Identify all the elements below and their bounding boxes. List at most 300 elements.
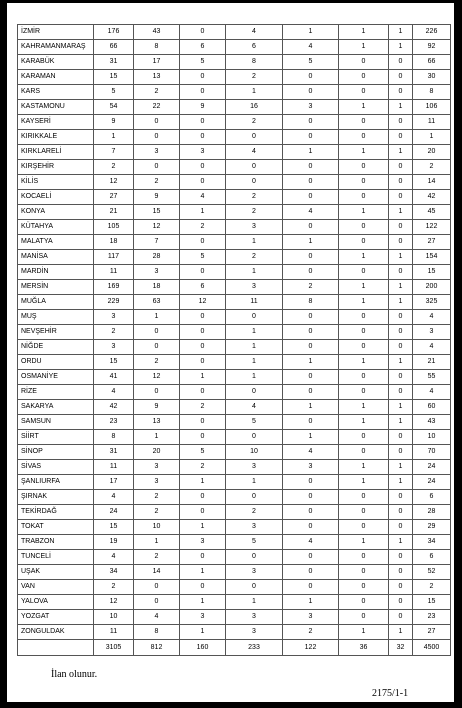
table-row [18,235,451,250]
value-cell: 0 [389,220,413,235]
value-cell: 13 [134,415,180,430]
value-cell: 0 [339,115,389,130]
value-cell: 15 [94,355,134,370]
table-row [18,505,451,520]
value-cell: 2 [283,625,339,640]
value-cell: 0 [283,340,339,355]
value-cell: 5 [180,445,226,460]
value-cell: 0 [339,235,389,250]
value-cell: 0 [180,580,226,595]
value-cell: 4 [413,310,451,325]
table-row [18,550,451,565]
table-row [18,265,451,280]
value-cell: 22 [134,100,180,115]
table-row [18,400,451,415]
value-cell: 1 [180,520,226,535]
value-cell: 0 [283,370,339,385]
value-cell: 21 [94,205,134,220]
value-cell: 0 [180,505,226,520]
value-cell: 2 [134,490,180,505]
value-cell: 1 [283,430,339,445]
value-cell: 1 [389,625,413,640]
value-cell: 0 [339,370,389,385]
value-cell: 5 [180,250,226,265]
value-cell: 0 [226,310,283,325]
table-row [18,40,451,55]
value-cell: 0 [134,580,180,595]
value-cell: 27 [413,625,451,640]
table-row [18,190,451,205]
value-cell: 3 [283,460,339,475]
value-cell: 4 [94,490,134,505]
province-name-cell: SAMSUN [18,415,94,430]
value-cell: 0 [283,490,339,505]
announcement-note: İlan olunur. [51,669,98,680]
value-cell: 0 [283,550,339,565]
value-cell: 0 [339,340,389,355]
value-cell: 2 [226,505,283,520]
value-cell: 15 [134,205,180,220]
table-row [18,370,451,385]
value-cell: 0 [389,325,413,340]
value-cell: 17 [94,475,134,490]
value-cell: 0 [226,550,283,565]
value-cell: 2 [180,400,226,415]
table-row [18,565,451,580]
value-cell: 6 [413,550,451,565]
province-table [17,24,451,656]
province-name-cell: NEVŞEHİR [18,325,94,340]
value-cell: 0 [283,85,339,100]
value-cell: 2 [226,205,283,220]
value-cell: 0 [226,385,283,400]
value-cell: 1 [339,40,389,55]
province-name-cell: TOKAT [18,520,94,535]
value-cell: 0 [389,430,413,445]
value-cell: 106 [413,100,451,115]
value-cell: 0 [389,190,413,205]
value-cell: 0 [283,175,339,190]
value-cell: 1 [339,535,389,550]
value-cell: 3 [226,625,283,640]
value-cell: 169 [94,280,134,295]
value-cell: 0 [180,385,226,400]
value-cell: 0 [389,550,413,565]
value-cell: 1 [389,40,413,55]
value-cell: 0 [339,520,389,535]
value-cell: 117 [94,250,134,265]
value-cell: 4 [283,205,339,220]
value-cell: 0 [283,190,339,205]
value-cell: 0 [226,175,283,190]
value-cell: 0 [283,580,339,595]
value-cell: 2 [413,160,451,175]
province-name-cell: KARS [18,85,94,100]
value-cell: 34 [94,565,134,580]
value-cell: 0 [389,235,413,250]
value-cell: 1 [226,85,283,100]
table-row [18,85,451,100]
value-cell: 3 [283,610,339,625]
value-cell: 60 [413,400,451,415]
value-cell: 2 [94,580,134,595]
value-cell: 92 [413,40,451,55]
value-cell: 45 [413,205,451,220]
value-cell: 8 [413,85,451,100]
value-cell: 0 [180,175,226,190]
value-cell: 0 [339,595,389,610]
table-row [18,175,451,190]
value-cell: 1 [180,595,226,610]
value-cell: 0 [283,70,339,85]
value-cell: 0 [180,160,226,175]
value-cell: 0 [180,115,226,130]
value-cell: 0 [389,130,413,145]
value-cell: 0 [180,490,226,505]
value-cell: 0 [339,610,389,625]
value-cell: 0 [389,310,413,325]
province-name-cell: ORDU [18,355,94,370]
value-cell: 21 [413,355,451,370]
value-cell: 24 [413,460,451,475]
value-cell: 1 [180,565,226,580]
value-cell: 1 [134,310,180,325]
value-cell: 12 [94,175,134,190]
total-value-cell: 160 [180,640,226,656]
value-cell: 3 [94,340,134,355]
value-cell: 3 [226,280,283,295]
value-cell: 0 [339,70,389,85]
value-cell: 1 [283,25,339,40]
value-cell: 0 [339,505,389,520]
value-cell: 13 [134,70,180,85]
value-cell: 0 [389,85,413,100]
province-name-cell: SİİRT [18,430,94,445]
province-name-cell: KAYSERİ [18,115,94,130]
value-cell: 1 [283,145,339,160]
value-cell: 0 [283,250,339,265]
value-cell: 0 [339,490,389,505]
value-cell: 0 [339,565,389,580]
value-cell: 3 [226,520,283,535]
value-cell: 4 [134,610,180,625]
province-name-cell: KIRKLARELİ [18,145,94,160]
value-cell: 1 [180,205,226,220]
value-cell: 1 [389,475,413,490]
value-cell: 2 [226,250,283,265]
value-cell: 0 [226,580,283,595]
value-cell: 1 [339,460,389,475]
value-cell: 0 [389,610,413,625]
document-page [7,3,454,702]
value-cell: 0 [389,520,413,535]
value-cell: 0 [283,415,339,430]
value-cell: 34 [413,535,451,550]
table-row [18,625,451,640]
value-cell: 1 [339,400,389,415]
value-cell: 31 [94,55,134,70]
value-cell: 1 [339,100,389,115]
value-cell: 1 [94,130,134,145]
total-value-cell: 812 [134,640,180,656]
province-name-cell: KASTAMONU [18,100,94,115]
province-name-cell: KARABÜK [18,55,94,70]
value-cell: 2 [226,70,283,85]
value-cell: 4 [226,25,283,40]
value-cell: 3 [283,100,339,115]
province-name-cell: KOCAELİ [18,190,94,205]
value-cell: 0 [389,175,413,190]
value-cell: 0 [180,130,226,145]
value-cell: 9 [94,115,134,130]
value-cell: 0 [226,160,283,175]
value-cell: 0 [134,160,180,175]
value-cell: 1 [389,460,413,475]
value-cell: 3 [180,610,226,625]
value-cell: 0 [339,190,389,205]
table-row [18,70,451,85]
value-cell: 70 [413,445,451,460]
value-cell: 0 [180,325,226,340]
province-name-cell: KIRIKKALE [18,130,94,145]
value-cell: 0 [283,565,339,580]
value-cell: 0 [389,265,413,280]
table-row [18,340,451,355]
province-name-cell: MALATYA [18,235,94,250]
province-name-cell: TEKİRDAĞ [18,505,94,520]
value-cell: 2 [226,190,283,205]
value-cell: 0 [339,220,389,235]
value-cell: 11 [94,460,134,475]
value-cell: 28 [134,250,180,265]
value-cell: 0 [226,130,283,145]
value-cell: 1 [226,325,283,340]
table-row [18,595,451,610]
value-cell: 10 [413,430,451,445]
table-row [18,430,451,445]
value-cell: 9 [134,400,180,415]
value-cell: 1 [226,475,283,490]
value-cell: 1 [226,265,283,280]
value-cell: 29 [413,520,451,535]
value-cell: 31 [94,445,134,460]
value-cell: 28 [413,505,451,520]
value-cell: 0 [134,385,180,400]
province-name-cell: KONYA [18,205,94,220]
value-cell: 16 [226,100,283,115]
value-cell: 5 [94,85,134,100]
value-cell: 3 [134,265,180,280]
value-cell: 0 [389,580,413,595]
province-name-cell: RİZE [18,385,94,400]
table-row [18,310,451,325]
value-cell: 52 [413,565,451,580]
table-row [18,100,451,115]
value-cell: 3 [226,565,283,580]
table-row [18,55,451,70]
totals-label-cell [18,640,94,656]
value-cell: 2 [134,175,180,190]
table-row [18,385,451,400]
value-cell: 2 [134,505,180,520]
value-cell: 0 [283,325,339,340]
value-cell: 24 [94,505,134,520]
value-cell: 27 [94,190,134,205]
value-cell: 12 [94,595,134,610]
province-name-cell: SİVAS [18,460,94,475]
value-cell: 1 [339,475,389,490]
total-value-cell: 3105 [94,640,134,656]
value-cell: 1 [180,625,226,640]
value-cell: 0 [283,310,339,325]
province-name-cell: UŞAK [18,565,94,580]
value-cell: 4 [226,400,283,415]
value-cell: 55 [413,370,451,385]
value-cell: 0 [389,505,413,520]
value-cell: 2 [134,85,180,100]
table-row [18,205,451,220]
value-cell: 4 [413,385,451,400]
value-cell: 0 [283,520,339,535]
province-name-cell: NİĞDE [18,340,94,355]
value-cell: 0 [339,580,389,595]
value-cell: 24 [413,475,451,490]
value-cell: 1 [389,535,413,550]
province-name-cell: MERSİN [18,280,94,295]
value-cell: 0 [180,310,226,325]
value-cell: 1 [389,25,413,40]
value-cell: 4 [94,385,134,400]
value-cell: 8 [134,625,180,640]
table-row [18,355,451,370]
value-cell: 325 [413,295,451,310]
value-cell: 18 [94,235,134,250]
province-name-cell: MANİSA [18,250,94,265]
value-cell: 3 [134,475,180,490]
value-cell: 0 [283,115,339,130]
province-name-cell: TUNCELİ [18,550,94,565]
value-cell: 4 [94,550,134,565]
province-name-cell: MUĞLA [18,295,94,310]
value-cell: 0 [180,430,226,445]
value-cell: 43 [413,415,451,430]
value-cell: 1 [226,370,283,385]
value-cell: 5 [283,55,339,70]
value-cell: 0 [389,55,413,70]
value-cell: 8 [226,55,283,70]
value-cell: 1 [339,625,389,640]
value-cell: 2 [134,355,180,370]
value-cell: 0 [180,25,226,40]
value-cell: 3 [134,460,180,475]
value-cell: 1 [413,130,451,145]
province-name-cell: SİNOP [18,445,94,460]
value-cell: 2 [413,580,451,595]
value-cell: 4 [226,145,283,160]
value-cell: 1 [226,595,283,610]
value-cell: 4 [413,340,451,355]
value-cell: 3 [413,325,451,340]
province-name-cell: KIRŞEHİR [18,160,94,175]
value-cell: 2 [283,280,339,295]
value-cell: 2 [180,460,226,475]
value-cell: 0 [134,325,180,340]
province-name-cell: YALOVA [18,595,94,610]
value-cell: 6 [180,280,226,295]
province-name-cell: MUŞ [18,310,94,325]
value-cell: 42 [413,190,451,205]
value-cell: 1 [389,400,413,415]
table-row [18,475,451,490]
value-cell: 0 [339,55,389,70]
table-row [18,160,451,175]
value-cell: 0 [226,430,283,445]
value-cell: 5 [226,535,283,550]
value-cell: 9 [134,190,180,205]
value-cell: 1 [134,535,180,550]
table-row [18,115,451,130]
value-cell: 15 [413,595,451,610]
value-cell: 0 [283,130,339,145]
value-cell: 1 [226,340,283,355]
value-cell: 6 [226,40,283,55]
table-body [18,25,451,656]
value-cell: 0 [389,70,413,85]
value-cell: 0 [339,310,389,325]
value-cell: 0 [180,265,226,280]
value-cell: 7 [94,145,134,160]
value-cell: 105 [94,220,134,235]
value-cell: 4 [283,445,339,460]
value-cell: 5 [226,415,283,430]
value-cell: 0 [180,235,226,250]
value-cell: 1 [180,370,226,385]
province-name-cell: ZONGULDAK [18,625,94,640]
value-cell: 4 [180,190,226,205]
value-cell: 4 [283,40,339,55]
value-cell: 18 [134,280,180,295]
value-cell: 3 [134,145,180,160]
value-cell: 0 [180,85,226,100]
value-cell: 1 [389,355,413,370]
value-cell: 0 [134,115,180,130]
value-cell: 42 [94,400,134,415]
province-name-cell: KİLİS [18,175,94,190]
total-value-cell: 122 [283,640,339,656]
value-cell: 12 [134,370,180,385]
value-cell: 1 [389,145,413,160]
value-cell: 6 [180,40,226,55]
value-cell: 0 [180,550,226,565]
value-cell: 54 [94,100,134,115]
value-cell: 0 [339,85,389,100]
value-cell: 0 [339,550,389,565]
province-name-cell: KAHRAMANMARAŞ [18,40,94,55]
value-cell: 2 [226,115,283,130]
value-cell: 0 [339,385,389,400]
table-row [18,280,451,295]
table-row [18,460,451,475]
value-cell: 1 [339,250,389,265]
table-row [18,325,451,340]
value-cell: 14 [134,565,180,580]
value-cell: 12 [134,220,180,235]
value-cell: 1 [226,235,283,250]
value-cell: 3 [180,145,226,160]
province-name-cell: VAN [18,580,94,595]
value-cell: 10 [94,610,134,625]
value-cell: 1 [283,400,339,415]
